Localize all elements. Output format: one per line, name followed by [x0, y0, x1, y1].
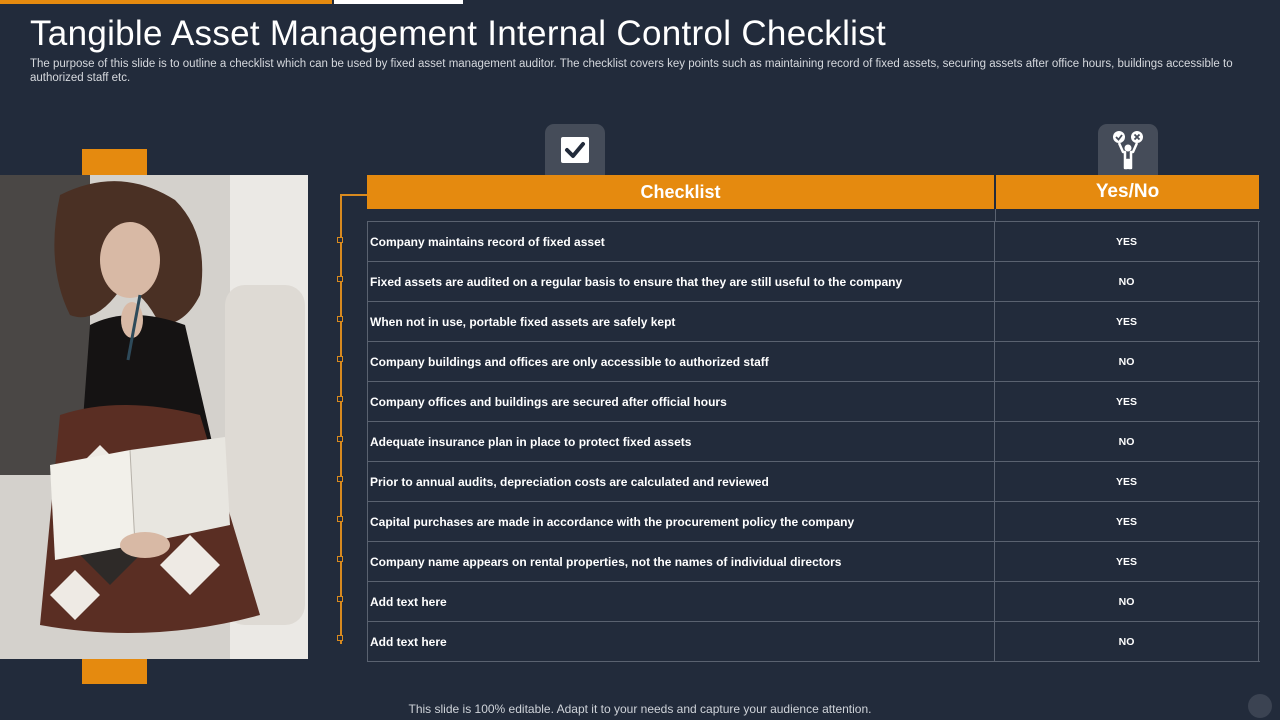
- checklist-header: Checklist: [367, 175, 994, 209]
- yes-no-value: YES: [995, 302, 1259, 341]
- timeline-dot: [337, 436, 343, 442]
- timeline-dot: [337, 237, 343, 243]
- checklist-item: Fixed assets are audited on a regular basis to ensure that they are still useful to the company: [368, 262, 995, 301]
- table-row: [368, 462, 1260, 502]
- yes-no-value: YES: [995, 222, 1259, 261]
- timeline-dot: [337, 516, 343, 522]
- yes-no-icon-tab: [1098, 124, 1158, 176]
- yes-no-value: YES: [995, 382, 1259, 421]
- checklist-item: Company name appears on rental properties, not the names of individual directors: [368, 542, 995, 581]
- photo-accent-bottom: [82, 659, 147, 684]
- table-row: [368, 542, 1260, 582]
- timeline-dot: [337, 596, 343, 602]
- timeline-dot: [337, 396, 343, 402]
- checklist-table: [367, 221, 1260, 662]
- checklist-item: Company maintains record of fixed asset: [368, 222, 995, 261]
- table-row: [368, 262, 1260, 302]
- table-row: [368, 422, 1260, 462]
- yes-no-value: NO: [995, 342, 1259, 381]
- yes-no-value: NO: [995, 582, 1259, 621]
- yes-no-header: Yes/No: [996, 175, 1259, 209]
- table-row: [368, 302, 1260, 342]
- table-row: [368, 222, 1260, 262]
- timeline-dot: [337, 556, 343, 562]
- timeline-cap: [340, 194, 368, 196]
- timeline-line: [340, 194, 342, 644]
- checklist-item: Company offices and buildings are secured after official hours: [368, 382, 995, 421]
- checklist-icon-tab: [545, 124, 605, 176]
- slide-footer: This slide is 100% editable. Adapt it to your needs and capture your audience attention.: [408, 702, 872, 716]
- yes-no-value: NO: [995, 622, 1259, 661]
- checklist-item: When not in use, portable fixed assets are safely kept: [368, 302, 995, 341]
- table-row: [368, 502, 1260, 542]
- slide-title: Tangible Asset Management Internal Control Checklist: [30, 14, 887, 53]
- person-choice-icon: [1111, 130, 1145, 170]
- photo-accent-top: [82, 149, 147, 175]
- checklist-item: Company buildings and offices are only accessible to authorized staff: [368, 342, 995, 381]
- table-row: [368, 582, 1260, 622]
- corner-decoration: [1248, 694, 1272, 718]
- checklist-item: Add text here: [368, 582, 995, 621]
- top-accent-bar-white: [334, 0, 463, 4]
- checklist-item: Adequate insurance plan in place to protect fixed assets: [368, 422, 995, 461]
- checklist-item: Capital purchases are made in accordance with the procurement policy the company: [368, 502, 995, 541]
- table-row: [368, 622, 1260, 662]
- table-row: [368, 382, 1260, 422]
- top-accent-bar: [0, 0, 332, 4]
- timeline-dot: [337, 635, 343, 641]
- yes-no-value: YES: [995, 542, 1259, 581]
- slide-subtitle: The purpose of this slide is to outline a checklist which can be used by fixed asset management auditor. The checklist covers key points such as maintaining record of fixed assets, securing assets after office hours, buildings accessible to authorized staff etc.: [30, 58, 1233, 84]
- checkbox-check-icon: [560, 136, 590, 164]
- yes-no-value: YES: [995, 502, 1259, 541]
- timeline-dot: [337, 316, 343, 322]
- checklist-item: Prior to annual audits, depreciation costs are calculated and reviewed: [368, 462, 995, 501]
- timeline-dot: [337, 276, 343, 282]
- yes-no-value: NO: [995, 422, 1259, 461]
- table-row: [368, 342, 1260, 382]
- checklist-item: Add text here: [368, 622, 995, 661]
- woman-reading-photo: [0, 175, 308, 659]
- timeline-dot: [337, 356, 343, 362]
- yes-no-value: YES: [995, 462, 1259, 501]
- yes-no-value: NO: [995, 262, 1259, 301]
- timeline-dot: [337, 476, 343, 482]
